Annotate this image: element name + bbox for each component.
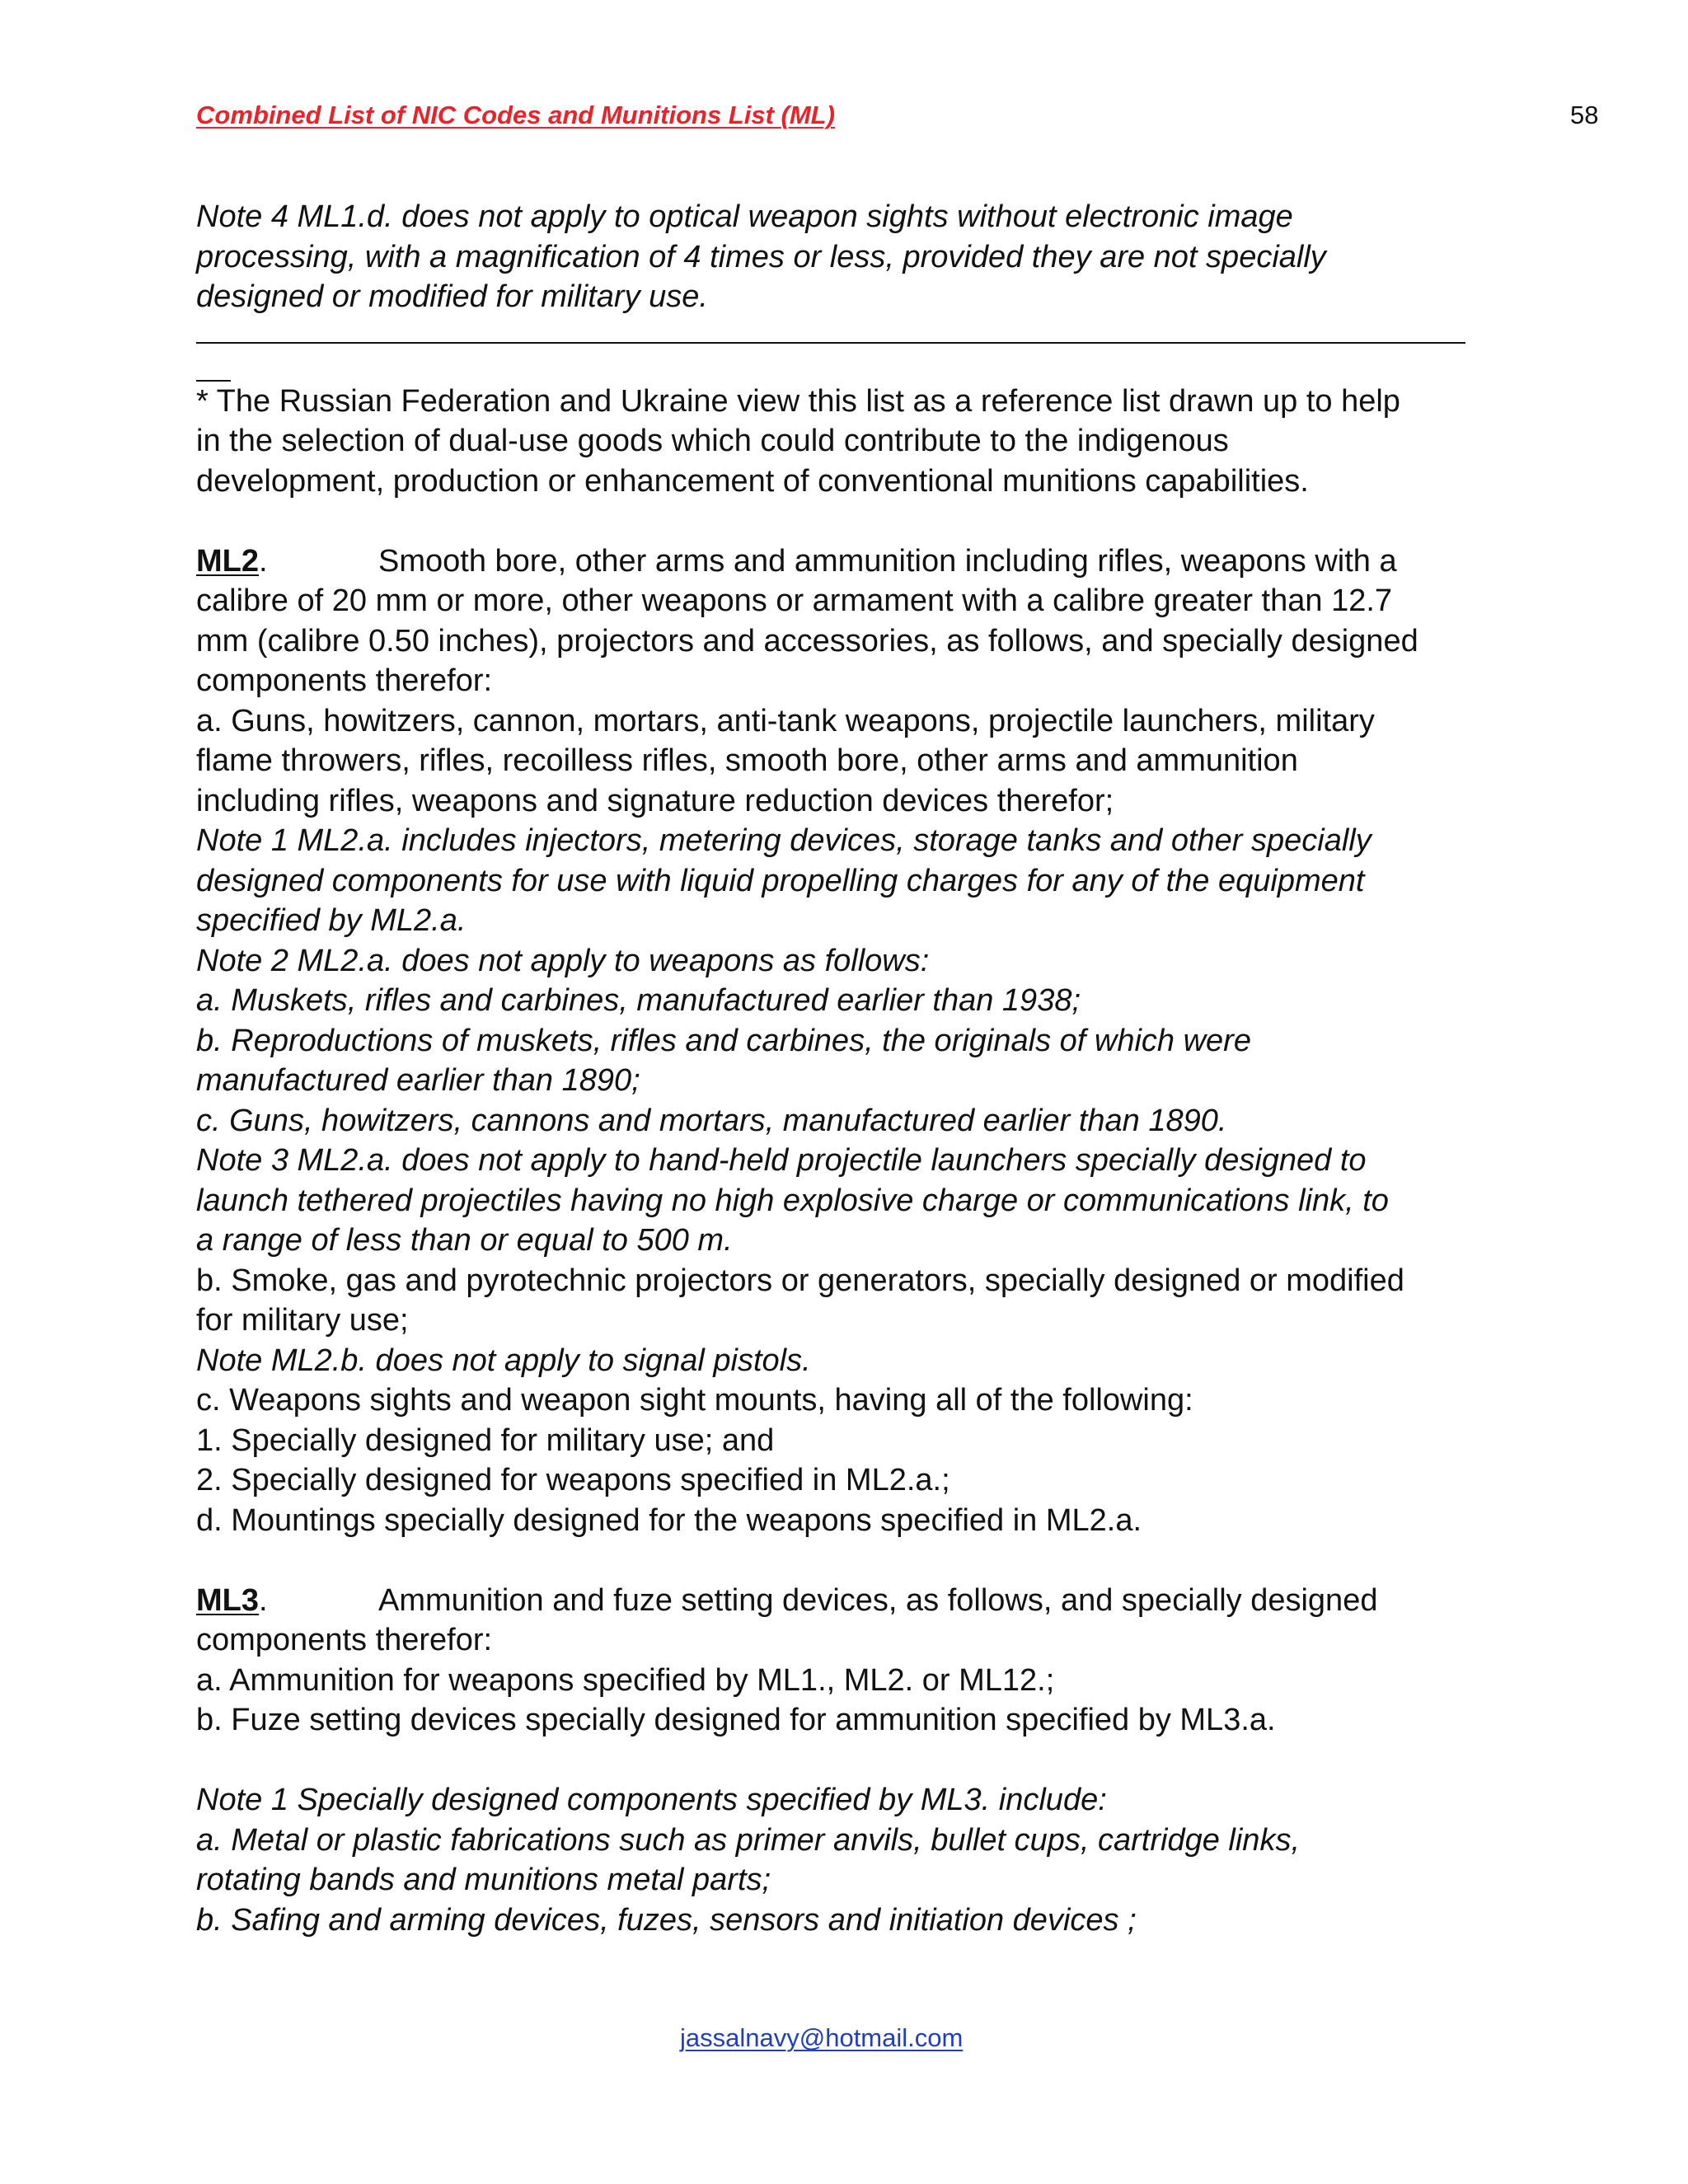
- ml3-note-line: a. Metal or plastic fabrications such as primer anvils, bullet cups, cartridge links,: [196, 1822, 1300, 1858]
- ml2-note-line: Note 2 ML2.a. does not apply to weapons as follows:: [196, 943, 930, 978]
- header-title: Combined List of NIC Codes and Munitions List (ML): [196, 101, 835, 129]
- ml2-line: flame throwers, rifles, recoilless rifles, smooth bore, other arms and ammunition: [196, 743, 1298, 778]
- ml2-line: components therefor:: [196, 663, 493, 698]
- ml2-note-line: a. Muskets, rifles and carbines, manufactured earlier than 1938;: [196, 983, 1081, 1018]
- footnote-line: in the selection of dual-use goods which could contribute to the indigenous: [196, 424, 1229, 458]
- footnote-line: * The Russian Federation and Ukraine view this list as a reference list drawn up to help: [196, 383, 1400, 419]
- ml2-note-line: c. Guns, howitzers, cannons and mortars, manufactured earlier than 1890.: [196, 1103, 1227, 1138]
- note-4-line: processing, with a magnification of 4 times or less, provided they are not specially: [196, 239, 1326, 274]
- ml2-line: calibre of 20 mm or more, other weapons or armament with a calibre greater than 12.7: [196, 583, 1393, 618]
- ml3-line: components therefor:: [196, 1623, 493, 1657]
- ml2-line: including rifles, weapons and signature reduction devices therefor;: [196, 783, 1114, 818]
- note-4-block: [196, 197, 1498, 317]
- ml2-note-line: Note 3 ML2.a. does not apply to hand-held projectile launchers specially designed to: [196, 1143, 1367, 1178]
- ml3-section: [196, 1581, 1498, 1941]
- ml3-code: ML3: [196, 1582, 259, 1618]
- ml2-c-line: 1. Specially designed for military use; and: [196, 1422, 775, 1458]
- ml2-c-line: d. Mountings specially designed for the weapons specified in ML2.a.: [196, 1502, 1142, 1538]
- ml2-note-line: launch tethered projectiles having no high explosive charge or communications link, to: [196, 1183, 1389, 1218]
- ml2-b-line: for military use;: [196, 1303, 409, 1338]
- ml2-section: [196, 541, 1498, 1541]
- ml2-note-line: b. Reproductions of muskets, rifles and carbines, the originals of which were: [196, 1023, 1251, 1058]
- ml2-note-line: designed components for use with liquid propelling charges for any of the equipment: [196, 863, 1365, 898]
- ml3-first-line: Ammunition and fuze setting devices, as follows, and specially designed: [378, 1582, 1378, 1618]
- blank-line: [196, 1540, 1498, 1581]
- ml3-line: b. Fuze setting devices specially designed for ammunition specified by ML3.a.: [196, 1703, 1276, 1737]
- ml2-note-line: Note 1 ML2.a. includes injectors, metering devices, storage tanks and other specially: [196, 823, 1372, 858]
- heading-period: .: [259, 543, 268, 579]
- ml2-first-line: Smooth bore, other arms and ammunition including rifles, weapons with a: [378, 543, 1397, 579]
- page-number: 58: [1570, 101, 1599, 129]
- ml2-line: mm (calibre 0.50 inches), projectors and accessories, as follows, and specially designed: [196, 623, 1418, 658]
- footnote-separator-rule: [196, 342, 1465, 344]
- ml2-b-note: Note ML2.b. does not apply to signal pistols.: [196, 1343, 811, 1378]
- footnote-block: [196, 382, 1498, 502]
- ml3-note-line: rotating bands and munitions metal parts;: [196, 1863, 771, 1897]
- ml3-line: a. Ammunition for weapons specified by ML1., ML2. or ML12.;: [196, 1662, 1055, 1698]
- ml2-note-line: a range of less than or equal to 500 m.: [196, 1223, 733, 1258]
- ml2-heading-line: [196, 541, 1498, 582]
- ml3-note-line: Note 1 Specially designed components specified by ML3. include:: [196, 1783, 1107, 1817]
- ml3-note-line: b. Safing and arming devices, fuzes, sensors and initiation devices ;: [196, 1902, 1137, 1938]
- note-4-line: designed or modified for military use.: [196, 279, 708, 314]
- ml3-heading-line: [196, 1581, 1498, 1621]
- ml2-note-line: specified by ML2.a.: [196, 903, 467, 938]
- ml2-note-line: manufactured earlier than 1890;: [196, 1063, 640, 1098]
- ml2-c-line: 2. Specially designed for weapons specified in ML2.a.;: [196, 1463, 950, 1497]
- footnote-line: development, production or enhancement of conventional munitions capabilities.: [196, 463, 1309, 499]
- document-body: [196, 197, 1498, 1940]
- heading-period: .: [259, 1582, 268, 1618]
- blank-line: [196, 1741, 1498, 1781]
- ml2-line: a. Guns, howitzers, cannon, mortars, anti-tank weapons, projectile launchers, military: [196, 703, 1375, 738]
- ml2-code: ML2: [196, 543, 259, 579]
- blank-line: [196, 501, 1498, 541]
- note-4-line: Note 4 ML1.d. does not apply to optical weapon sights without electronic image: [196, 199, 1293, 234]
- footer-email-link[interactable]: jassalnavy@hotmail.com: [680, 2023, 964, 2052]
- ml2-b-line: b. Smoke, gas and pyrotechnic projectors or generators, specially designed or modified: [196, 1263, 1404, 1298]
- ml2-c-line: c. Weapons sights and weapon sight mounts, having all of the following:: [196, 1383, 1193, 1418]
